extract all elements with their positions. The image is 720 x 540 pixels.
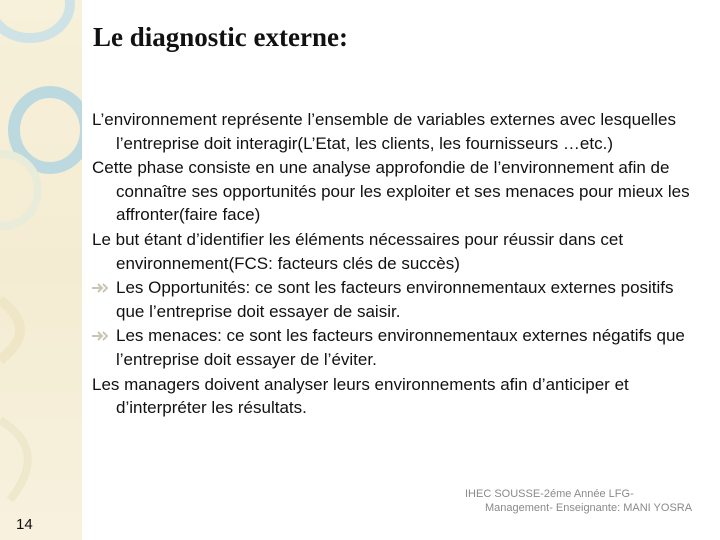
bullet-text: Les menaces: ce sont les facteurs environnementaux externes négatifs que l’entreprise doit essayer de l’éviter. [116,326,685,369]
page-number: 14 [16,516,33,533]
paragraph-goal: Le but étant d’identifier les éléments nécessaires pour réussir dans cet environnement(FCS: facteurs clés de succès) [92,229,624,273]
arrow-bullet-icon [92,283,110,293]
slide-title: Le diagnostic externe: [93,22,348,52]
paragraph-analysis: Cette phase consiste en une analyse approfondie de l’environnement afin de connaître ses opportunités pour les exploiter et ses menaces pour mieux les affronter(faire face) [92,158,690,225]
swirl-shape [0,300,20,360]
bullet-text: Les Opportunités: ce sont les facteurs environnementaux externes positifs que l’entreprise doit essayer de saisir. [116,278,674,321]
bullet-opportunities [92,276,702,323]
top-ring [0,0,70,38]
bullet-threats [92,324,702,371]
swirl-shape-2 [0,420,28,500]
lower-ring [0,154,38,226]
sidebar-ornament [0,0,82,540]
slide-body [92,108,702,421]
decorative-sidebar [0,0,82,540]
paragraph-managers: Les managers doivent analyser leurs environnements afin d’anticiper et d’interpréter les résultats. [92,374,629,418]
slide-footer: IHEC SOUSSE-2éme Année LFG-Management- Enseignante: MANI YOSRA [465,488,693,514]
arrow-bullet-icon [92,331,110,341]
paragraph-environment: L’environnement représente l’ensemble de variables externes avec lesquelles l’entreprise doit interagir(L’Etat, les clients, les fournisseurs …etc.) [92,110,677,153]
middle-ring [14,92,82,168]
